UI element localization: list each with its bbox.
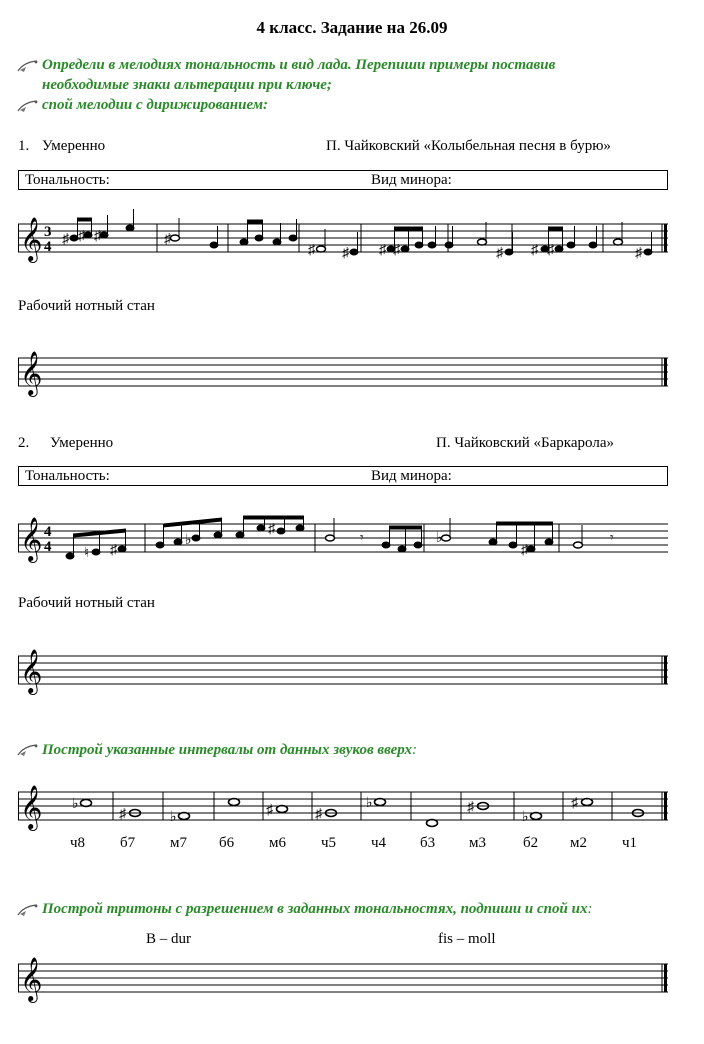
svg-text:♭: ♭ (366, 796, 373, 811)
svg-text:♯: ♯ (531, 243, 538, 258)
example1-composer: П. Чайковский «Колыбельная песня в бурю» (326, 138, 611, 154)
svg-text:♯: ♯ (119, 807, 126, 822)
intervals-staff[interactable] (18, 782, 668, 832)
example1-answer-box (18, 170, 668, 190)
treble-clef: 𝄞 (20, 219, 43, 261)
svg-text:♯: ♯ (110, 543, 117, 558)
example2-answer-box (18, 466, 668, 486)
interval-label: б6 (219, 835, 235, 851)
svg-text:♯: ♯ (393, 243, 400, 258)
interval-label: б3 (420, 835, 436, 851)
treble-clef: 𝄞 (20, 787, 43, 829)
example1-tempo: Умеренно (42, 138, 106, 154)
interval-label: б2 (523, 835, 539, 851)
svg-text:♯: ♯ (496, 246, 503, 261)
svg-text:♯: ♯ (521, 543, 528, 558)
key-label: Тональность: (25, 468, 110, 484)
svg-text:♯: ♯ (164, 232, 171, 247)
svg-text:♮: ♮ (84, 546, 90, 561)
interval-label: ч1 (622, 835, 638, 851)
interval-label: м2 (570, 835, 587, 851)
svg-text:♯: ♯ (547, 243, 554, 258)
svg-text:♯: ♯ (571, 796, 578, 811)
svg-text:♯: ♯ (266, 803, 273, 818)
svg-text:♭: ♭ (170, 810, 177, 825)
task3-instruction: Построй тритоны с разрешением в заданных тональностях, подпиши и спой их: (42, 901, 593, 917)
svg-text:♯: ♯ (635, 246, 642, 261)
svg-text:♭: ♭ (185, 533, 192, 548)
pen-icon (17, 902, 39, 918)
svg-text:♭: ♭ (522, 810, 529, 825)
svg-text:♯: ♯ (308, 243, 315, 258)
pen-icon (17, 98, 39, 114)
treble-clef: 𝄞 (20, 353, 43, 395)
svg-text:♯: ♯ (62, 232, 69, 247)
svg-text:♯: ♯ (379, 243, 386, 258)
task1-line2: необходимые знаки альтерации при ключе; (42, 77, 332, 93)
key-label: Тональность: (25, 172, 110, 188)
interval-label: м7 (170, 835, 187, 851)
mode-label: Вид минора: (371, 172, 452, 188)
pen-icon (17, 742, 39, 758)
melody2-staff (18, 508, 668, 568)
svg-text:𝄾: 𝄾 (360, 531, 364, 546)
pen-icon (17, 58, 39, 74)
time-sig-top: 4 (44, 524, 52, 540)
task2-instruction: Построй указанные интервалы от данных звуков вверх: (42, 742, 417, 758)
melody1-staff (18, 206, 668, 270)
svg-text:𝄾: 𝄾 (610, 531, 614, 546)
work-staff-1[interactable] (18, 348, 668, 398)
interval-label: ч8 (70, 835, 86, 851)
work-staff-label-2: Рабочий нотный стан (18, 595, 155, 611)
task1-line3: спой мелодии с дирижированием: (42, 97, 269, 113)
key-b-dur: B – dur (146, 931, 191, 947)
svg-text:♯: ♯ (78, 229, 85, 244)
svg-text:♭: ♭ (72, 797, 79, 812)
treble-clef: 𝄞 (20, 519, 43, 561)
interval-label: ч5 (321, 835, 337, 851)
example1-number: 1. (18, 138, 30, 154)
interval-label: м6 (269, 835, 286, 851)
example2-composer: П. Чайковский «Баркарола» (436, 435, 614, 451)
interval-label: м3 (469, 835, 486, 851)
treble-clef: 𝄞 (20, 651, 43, 693)
svg-text:♯: ♯ (467, 800, 474, 815)
time-sig-bottom: 4 (44, 539, 52, 555)
svg-text:♯: ♯ (268, 522, 275, 537)
svg-text:♭: ♭ (436, 531, 443, 546)
interval-label: ч4 (371, 835, 387, 851)
interval-label: б7 (120, 835, 136, 851)
time-sig-bottom: 4 (44, 239, 52, 255)
task1-line1: Определи в мелодиях тональность и вид лада. Перепиши примеры поставив (42, 57, 556, 73)
work-staff-2[interactable] (18, 646, 668, 696)
svg-text:♯: ♯ (315, 807, 322, 822)
key-fis-moll: fis – moll (438, 931, 496, 947)
time-sig-top: 3 (44, 224, 52, 240)
page-title: 4 класс. Задание на 26.09 (256, 18, 448, 37)
svg-text:♯: ♯ (94, 229, 101, 244)
example2-tempo: Умеренно (50, 435, 114, 451)
work-staff-label-1: Рабочий нотный стан (18, 298, 155, 314)
mode-label: Вид минора: (371, 468, 452, 484)
svg-text:♯: ♯ (342, 246, 349, 261)
example2-number: 2. (18, 435, 30, 451)
tritones-staff[interactable] (18, 952, 668, 1006)
treble-clef: 𝄞 (20, 959, 43, 1001)
